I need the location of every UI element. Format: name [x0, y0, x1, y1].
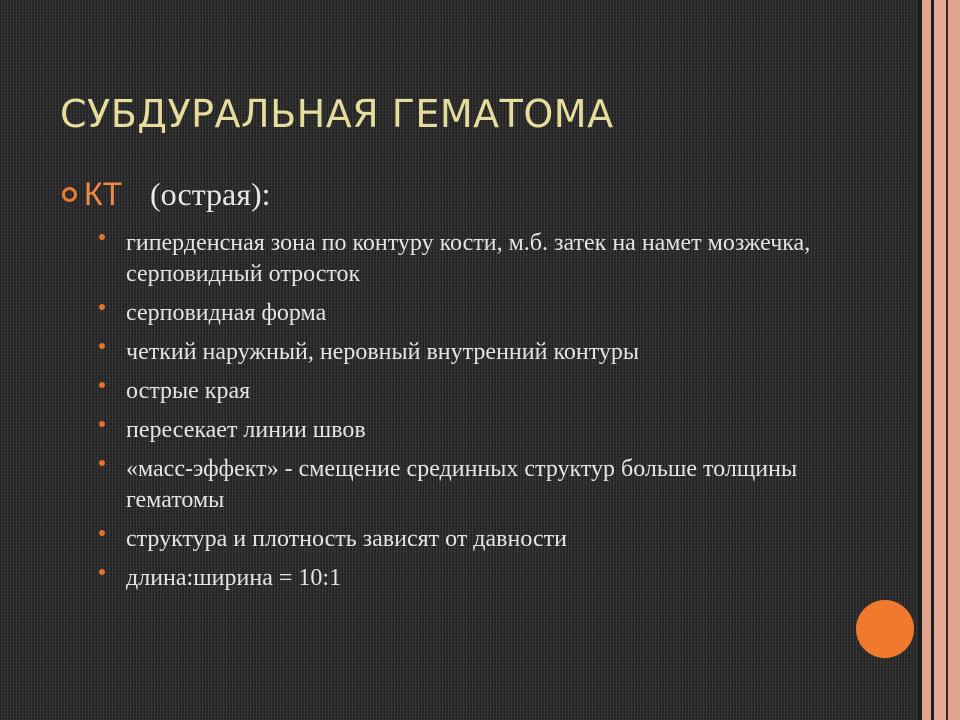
- list-item: [98, 563, 898, 594]
- list-item-text: четкий наружный, неровный внутренний контуры: [126, 339, 640, 365]
- list-item: [98, 524, 898, 555]
- list-item: [98, 415, 898, 446]
- list-item: [98, 454, 898, 516]
- bullet-dot-icon: [99, 460, 105, 466]
- bullet-dot-icon: [99, 304, 105, 310]
- list-item-text: серповидная форма: [126, 300, 327, 326]
- bullet-list: [98, 228, 898, 602]
- border-stripe: [948, 0, 960, 720]
- list-item-text: острые края: [126, 378, 251, 404]
- list-item: [98, 228, 898, 290]
- list-item-text: «масс-эффект» - смещение срединных структур больше толщины гематомы: [126, 456, 798, 513]
- bullet-dot-icon: [99, 382, 105, 388]
- border-stripe: [922, 0, 931, 720]
- bullet-dot-icon: [99, 421, 105, 427]
- bullet-dot-icon: [99, 530, 105, 536]
- list-item-text: структура и плотность зависят от давности: [126, 526, 567, 552]
- bullet-dot-icon: [99, 569, 105, 575]
- list-item: [98, 298, 898, 329]
- ring-bullet-icon: [62, 187, 77, 202]
- heading-kt: КТ: [84, 176, 123, 212]
- decorative-circle: [856, 600, 914, 658]
- list-item: [98, 337, 898, 368]
- slide-title: СУБДУРАЛЬНАЯ ГЕМАТОМА: [60, 92, 614, 136]
- border-stripe: [934, 0, 946, 720]
- bullet-dot-icon: [99, 343, 105, 349]
- bullet-dot-icon: [99, 234, 105, 240]
- list-item: [98, 376, 898, 407]
- list-item-text: гиперденсная зона по контуру кости, м.б. затек на намет мозжечка, серповидный отросток: [126, 230, 811, 287]
- heading-rest: (острая):: [150, 176, 271, 212]
- list-item-text: пересекает линии швов: [126, 417, 366, 443]
- list-item-text: длина:ширина = 10:1: [126, 565, 342, 591]
